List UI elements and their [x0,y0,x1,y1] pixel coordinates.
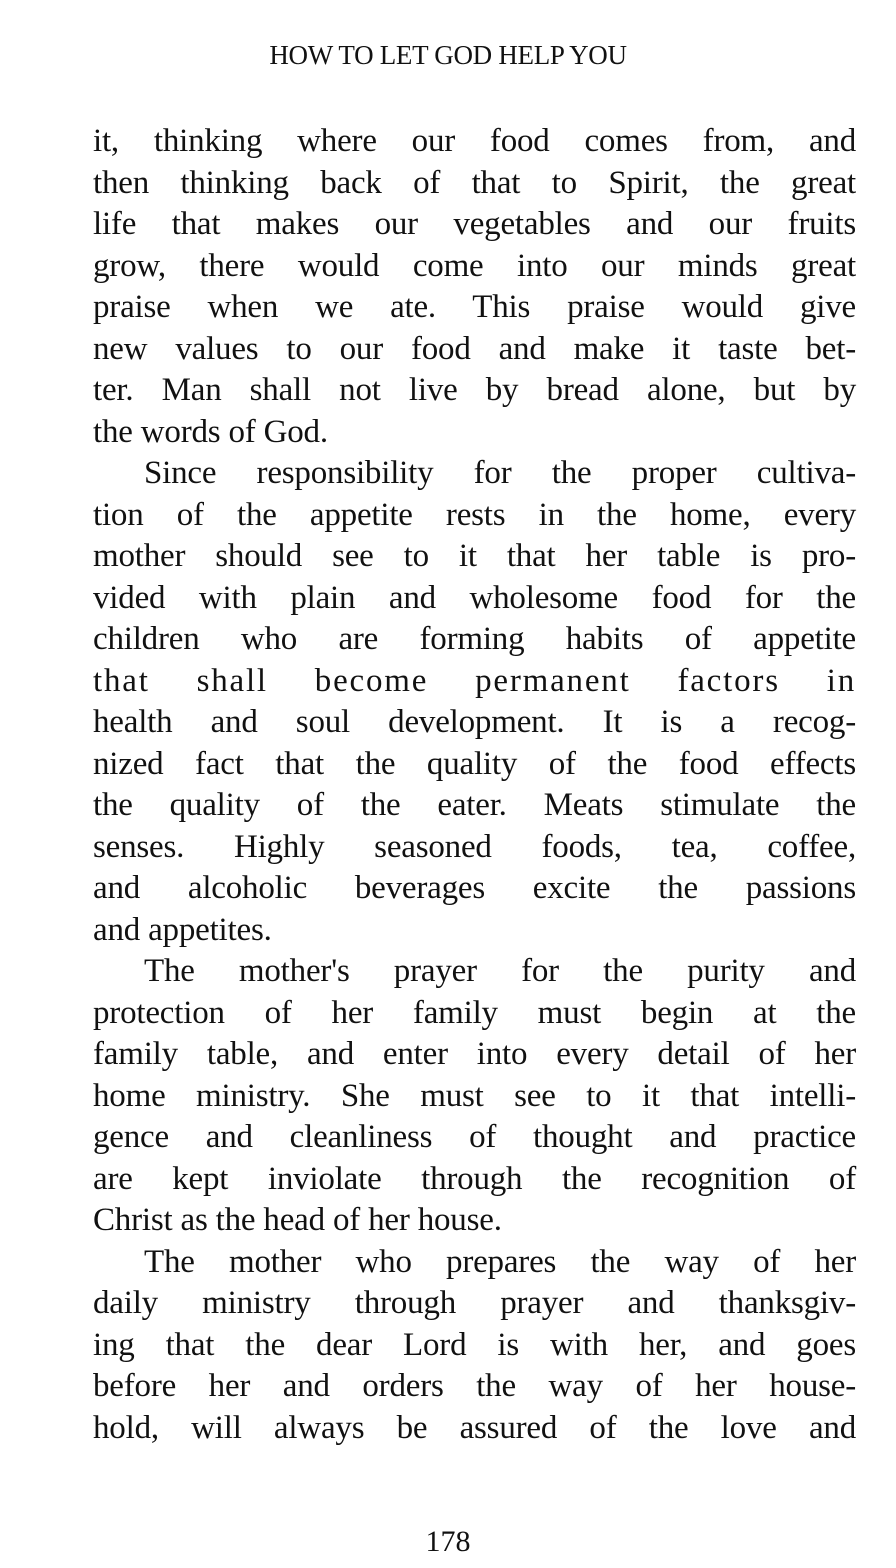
running-head: HOW TO LET GOD HELP YOU [269,40,627,70]
body-text [93,121,856,1449]
text-line: praise when we ate. This praise would give [93,289,856,325]
text-line: grow, there would come into our minds great [93,247,856,284]
text-line: the quality of the eater. Meats stimulate the [93,787,856,823]
paragraph-1 [93,121,856,453]
text-line: and appetites. [93,911,272,948]
text-line: nized fact that the quality of the food effects [93,745,856,782]
text-line: The mother's prayer for the purity and [144,953,856,989]
text-line: ter. Man shall not live by bread alone, but by [93,372,856,408]
text-line: children who are forming habits of appetite [93,621,856,657]
text-line: health and soul development. It is a recog- [93,704,856,740]
text-line: it, thinking where our food comes from, and [93,123,856,159]
text-line: and alcoholic beverages excite the passions [93,870,856,906]
page-number: 178 [425,1525,471,1558]
text-line: home ministry. She must see to it that intelli- [93,1077,856,1114]
text-line: that shall become permanent factors in [93,662,856,699]
text-line: daily ministry through prayer and thanksgiv- [93,1285,856,1321]
text-line: the words of God. [93,413,328,450]
text-line: The mother who prepares the way of her [144,1243,856,1280]
text-line: Since responsibility for the proper cultiva- [144,455,856,491]
text-line: senses. Highly seasoned foods, tea, coffee, [93,828,856,865]
text-line: new values to our food and make it taste bet- [93,330,856,367]
text-line: tion of the appetite rests in the home, every [93,496,856,533]
paragraph-4 [93,1242,856,1450]
text-line: family table, and enter into every detail of her [93,1036,856,1072]
text-line: gence and cleanliness of thought and practice [93,1119,856,1155]
text-line: are kept inviolate through the recognition of [93,1160,856,1197]
text-line: vided with plain and wholesome food for the [93,579,856,616]
paragraph-3 [93,951,856,1242]
text-line: hold, will always be assured of the love and [93,1409,856,1446]
text-line: protection of her family must begin at the [93,994,856,1031]
text-line: mother should see to it that her table is pro- [93,538,856,574]
text-line: then thinking back of that to Spirit, the great [93,164,856,201]
text-line: life that makes our vegetables and our fruits [93,206,856,242]
text-line: ing that the dear Lord is with her, and goes [93,1326,856,1363]
text-line: before her and orders the way of her house- [93,1368,856,1404]
text-line: Christ as the head of her house. [93,1202,502,1238]
paragraph-2 [93,453,856,951]
